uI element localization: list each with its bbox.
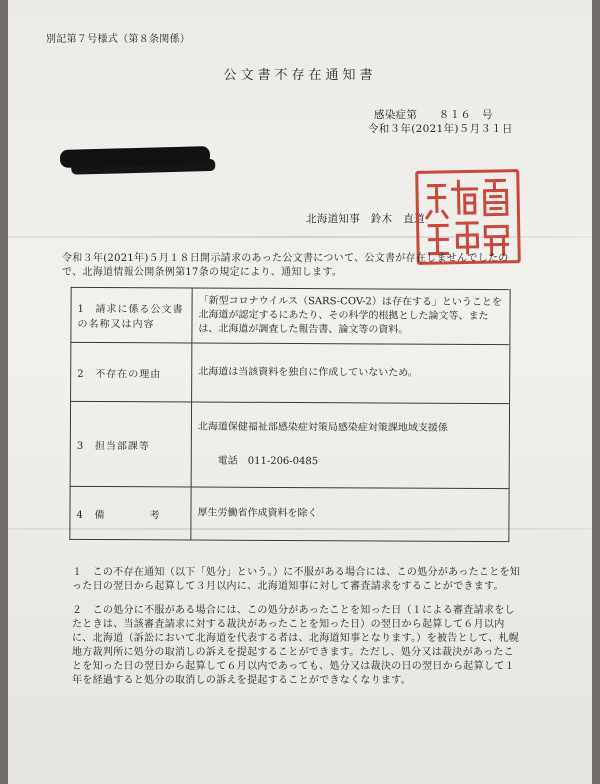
row-value: 「新型コロナウイルス（SARS-COV-2）は存在する」ということを北海道が認定するにあたり、その科学的根拠とした論文等、または、北海道が調査した報告書、論文等の資料。 xyxy=(192,288,510,345)
official-seal xyxy=(415,169,521,265)
row-value: 北海道は当該資料を独自に作成していないため。 xyxy=(192,343,510,404)
table-row xyxy=(70,486,509,541)
document-number: 感染症第 ８１６ 号 xyxy=(374,109,493,121)
intro-paragraph: 令和３年(2021年)５月１８日開示請求のあった公文書について、公文書が存在しませんでしたので、北海道情報公開条例第17条の規定により、通知します。 xyxy=(62,253,509,278)
document-title: 公文書不存在通知書 xyxy=(223,68,377,83)
table-row xyxy=(71,342,510,403)
row-value xyxy=(191,402,509,489)
row-key: 2 不存在の理由 xyxy=(71,342,192,402)
details-table xyxy=(69,287,510,542)
form-label: 別記第７号様式（第８条関係） xyxy=(46,34,191,45)
phone-number: 電話 011-206-0485 xyxy=(217,455,319,468)
row-value: 厚生労働省作成資料を除く xyxy=(191,487,509,542)
row-key: 3 担当部課等 xyxy=(70,401,191,487)
document-paper xyxy=(8,0,592,784)
department-name: 北海道保健福祉部感染症対策局感染症対策課地域支援係 xyxy=(197,421,448,434)
note-1: １ この不存在通知（以下「処分」という。）に不服がある場合には、この処分があったことを知った日の翌日から起算して３月以内に、北海道知事に対して審査請求をすることができます。 xyxy=(72,567,521,592)
sender-name: 北海道知事 鈴木 直道 xyxy=(306,213,425,225)
table-row xyxy=(70,401,509,488)
note-2: ２ この処分に不服がある場合には、この処分があったことを知った日（１による審査請求をしたときは、当該審査請求に対する裁決があったことを知った日）の翌日から起算して６月以内に、北海道（訴訟において北海道を代表する者は、北海道知事となります。）を被告として、札幌地方裁判所に処分の取消しの訴えを提起することができます。ただし、処分又は裁決があったことを知った日の翌日から起算して６月以内であっても、処分又は裁決の日の翌日から起算して１年を経過すると処分の取消しの訴えを提起することができなくなります。 xyxy=(72,605,520,686)
table-row xyxy=(71,287,510,344)
row-key: 1 請求に係る公文書の名称又は内容 xyxy=(71,287,192,343)
redacted-recipient xyxy=(60,146,210,168)
row-key: 4 備 考 xyxy=(70,486,191,540)
document-date: 令和３年(2021年)５月３１日 xyxy=(368,123,513,135)
